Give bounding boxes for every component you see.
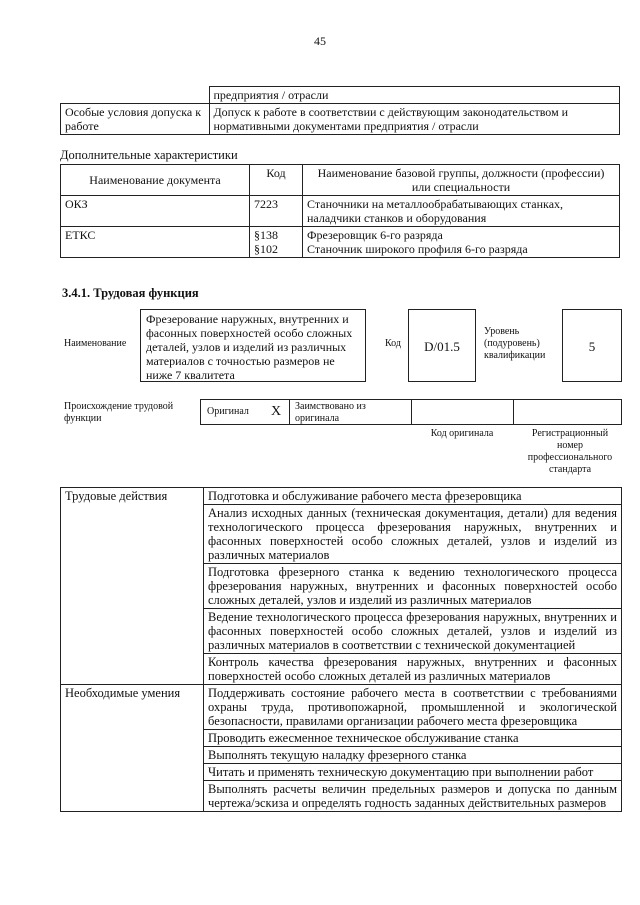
code-label: Код	[385, 338, 401, 349]
code-original-label: Код оригинала	[430, 428, 494, 439]
additional-table	[60, 164, 620, 258]
doc-cell: ОКЗ	[61, 196, 250, 227]
code-cell: §138 §102	[250, 227, 303, 258]
function-heading: 3.4.1. Трудовая функция	[62, 286, 199, 300]
action-item: Подготовка и обслуживание рабочего места фрезеровщика	[204, 488, 622, 505]
table-row	[61, 488, 622, 505]
borrowed-label: Заимствовано из оригинала	[295, 401, 366, 424]
skill-item: Поддерживать состояние рабочего места в соответствии с требованиями охраны труда, противопожарной, промышленной и экологической безопасности, правилами организации рабочего места фрезеровщика	[204, 685, 622, 730]
level-value: 5	[562, 309, 622, 382]
col-code-header: Код	[250, 165, 303, 196]
actions-label: Трудовые действия	[61, 488, 204, 685]
details-table	[60, 487, 622, 812]
skill-item: Проводить ежесменное техническое обслуживание станка	[204, 730, 622, 747]
divider	[513, 399, 514, 425]
origin-box	[200, 399, 622, 425]
divider	[411, 399, 412, 425]
table-row	[61, 685, 622, 730]
table-row	[61, 227, 620, 258]
registration-label: Регистрационный номер профессионального стандарта	[527, 428, 613, 475]
action-item: Ведение технологического процесса фрезерования наружных, внутренних и фасонных поверхностей особо сложных деталей, узлов и изделий из различных материалов в соответствии с технической документацией	[204, 609, 622, 654]
original-mark: X	[271, 404, 282, 419]
function-name: Фрезерование наружных, внутренних и фасонных поверхностей особо сложных деталей, узлов и изделий из различных материалов с точностью размеров не ниже 7 квалитета	[140, 309, 366, 382]
level-label: Уровень (подуровень) квалификации	[484, 326, 546, 361]
table-row	[61, 196, 620, 227]
skill-item: Выполнять расчеты величин предельных размеров и допуска по данным чертежа/эскиза и определять годность заданных действительных размеров	[204, 781, 622, 812]
action-item: Контроль качества фрезерования наружных, внутренних и фасонных поверхностей особо сложных деталей из различных материалов	[204, 654, 622, 685]
origin-label: Происхождение трудовой функции	[64, 401, 174, 424]
conditions-table	[60, 86, 620, 135]
col-name-header: Наименование базовой группы, должности (профессии) или специальности	[303, 165, 620, 196]
name-cell: Фрезеровщик 6-го разряда Станочник широкого профиля 6-го разряда	[303, 227, 620, 258]
action-item: Подготовка фрезерного станка к ведению технологического процесса фрезерования наружных, внутренних и фасонных поверхностей особо сложных деталей, узлов и изделий из различных материалов	[204, 564, 622, 609]
doc-cell: ЕТКС	[61, 227, 250, 258]
skill-item: Читать и применять техническую документацию при выполнении работ	[204, 764, 622, 781]
original-label: Оригинал	[207, 406, 249, 417]
additional-title: Дополнительные характеристики	[60, 148, 238, 162]
function-code: D/01.5	[408, 309, 476, 382]
conditions-continuation: предприятия / отрасли	[209, 87, 620, 104]
skill-item: Выполнять текущую наладку фрезерного станка	[204, 747, 622, 764]
code-cell: 7223	[250, 196, 303, 227]
col-doc-header: Наименование документа	[61, 165, 250, 196]
skills-label: Необходимые умения	[61, 685, 204, 812]
name-label: Наименование	[64, 338, 127, 349]
action-item: Анализ исходных данных (техническая документация, детали) для ведения технологического процесса фрезерования наружных, внутренних и фасонных поверхностей особо сложных деталей, узлов и изделий из различных материалов	[204, 505, 622, 564]
name-cell: Станочники на металлообрабатывающих станках, наладчики станков и оборудования	[303, 196, 620, 227]
special-conditions-label: Особые условия допуска к работе	[61, 104, 210, 135]
special-conditions-value: Допуск к работе в соответствии с действующим законодательством и нормативными документами предприятия / отрасли	[209, 104, 620, 135]
page-number: 45	[314, 34, 326, 48]
divider	[289, 399, 290, 425]
